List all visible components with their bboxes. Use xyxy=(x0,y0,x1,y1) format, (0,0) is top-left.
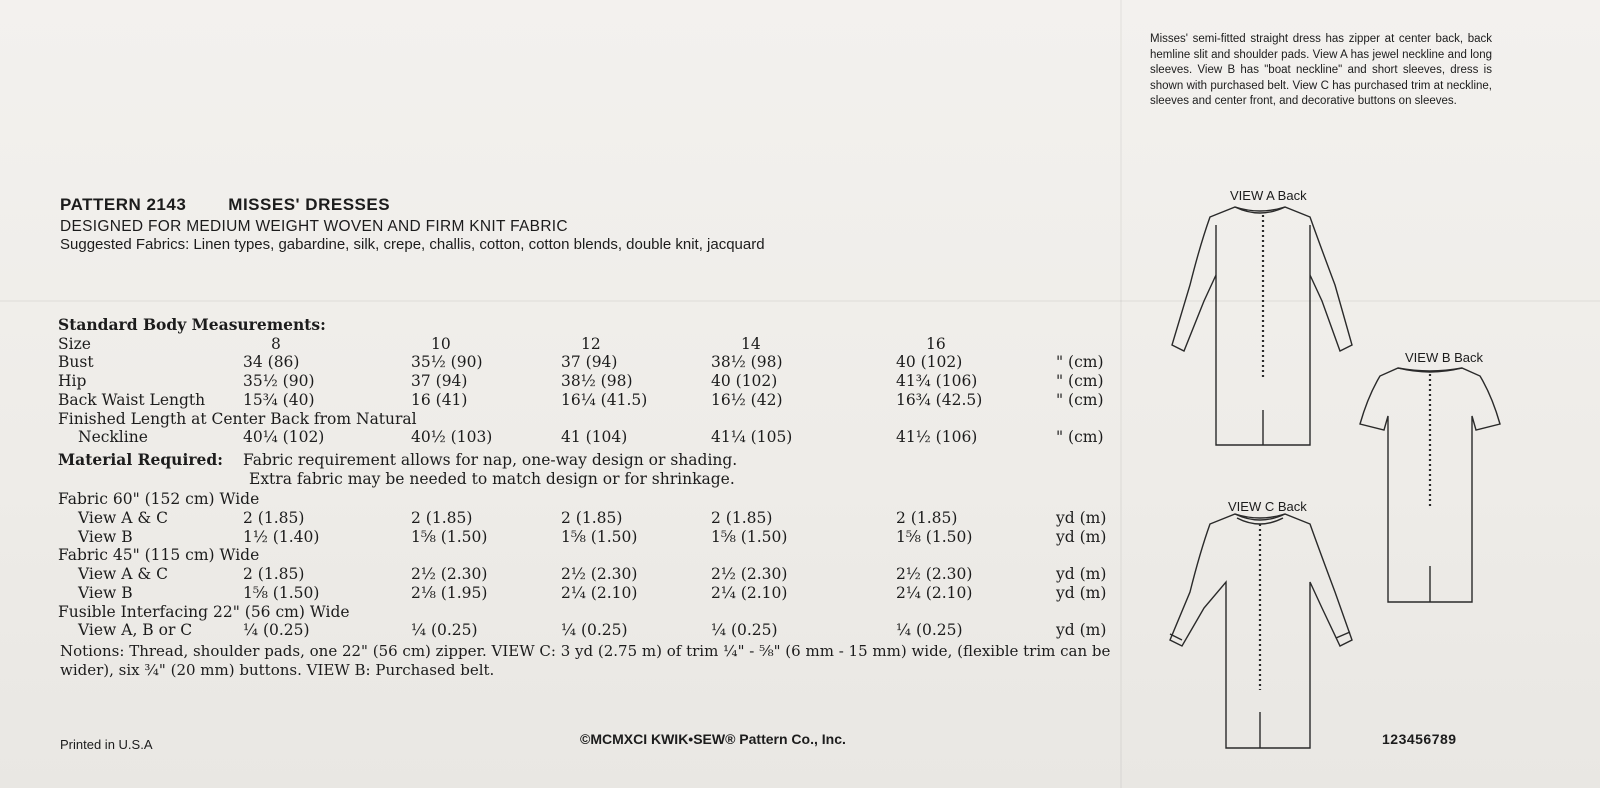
unit: " (cm) xyxy=(1056,372,1104,391)
cell: 16½ (42) xyxy=(711,390,783,409)
cell: 2½ (2.30) xyxy=(561,565,638,584)
cell: 2 (1.85) xyxy=(711,509,773,528)
paper-crease xyxy=(0,300,1600,302)
cell: 2 (1.85) xyxy=(411,509,473,528)
cell: ¼ (0.25) xyxy=(896,621,963,640)
cell: 1⅝ (1.50) xyxy=(896,527,973,546)
pattern-description: Misses' semi-fitted straight dress has zipper at center back, back hemline slit and shoulder pads. View A has jewel neckline and long sleeves. View B has "boat neckline" and short sleeves, dress is shown with purchased belt. View C has purchased trim at neckline, sleeves and center front, and decorative buttons on sleeves. xyxy=(1150,33,1492,107)
cell: 2½ (2.30) xyxy=(896,565,973,584)
cell: 38½ (98) xyxy=(711,353,783,372)
cell: 41 (104) xyxy=(561,428,628,447)
row-label: Back Waist Length xyxy=(58,390,206,409)
finished-length-heading: Finished Length at Center Back from Natural xyxy=(58,409,417,428)
table-row xyxy=(58,488,1116,509)
cell: 2 (1.85) xyxy=(243,565,305,584)
unit: yd (m) xyxy=(1056,565,1107,584)
cell: ¼ (0.25) xyxy=(561,621,628,640)
table-row xyxy=(58,316,1116,335)
cell: 37 (94) xyxy=(411,372,468,391)
view-a-dress-drawing xyxy=(1160,205,1360,455)
fabric-group-title: Fabric 45" (115 cm) Wide xyxy=(58,546,260,565)
size-label: Size xyxy=(58,334,91,353)
pattern-code: 123456789 xyxy=(1382,731,1457,747)
notions-text: Notions: Thread, shoulder pads, one 22" (56 cm) zipper. VIEW C: 3 yd (2.75 m) of trim ¼" - ⅝" (6 mm - 15 mm) wide, (flexible trim can be wider), six ¾" (20 mm) buttons. VIEW B: Purchased belt. xyxy=(60,642,1111,679)
table-row xyxy=(58,470,1116,489)
table-row xyxy=(58,584,1116,603)
unit: yd (m) xyxy=(1056,583,1107,602)
table-row xyxy=(58,546,1116,565)
view-b-neckline xyxy=(1398,368,1462,372)
cell: 2 (1.85) xyxy=(243,509,305,528)
table-row xyxy=(58,447,1116,470)
cell: 2½ (2.30) xyxy=(411,565,488,584)
pattern-category: MISSES' DRESSES xyxy=(228,195,391,214)
table-row xyxy=(58,410,1116,429)
table-row xyxy=(58,372,1116,391)
material-note: Fabric requirement allows for nap, one-way design or shading. xyxy=(243,450,738,469)
cell: 16 (41) xyxy=(411,390,468,409)
view-b-label: VIEW B Back xyxy=(1405,350,1484,365)
printed-in: Printed in U.S.A xyxy=(60,737,153,752)
fabric-group-title: Fabric 60" (152 cm) Wide xyxy=(58,490,260,509)
cell: 40¼ (102) xyxy=(243,428,325,447)
cell: 16¾ (42.5) xyxy=(896,390,983,409)
measurements-heading: Standard Body Measurements: xyxy=(58,315,326,334)
cell: ¼ (0.25) xyxy=(411,621,478,640)
material-note: Extra fabric may be needed to match design or for shrinkage. xyxy=(249,469,735,488)
table-row xyxy=(58,528,1116,547)
cell: 40 (102) xyxy=(711,372,778,391)
unit: yd (m) xyxy=(1056,509,1107,528)
view-c-label: VIEW C Back xyxy=(1228,499,1307,514)
row-label: View A, B or C xyxy=(78,621,193,640)
row-label: View A & C xyxy=(78,565,168,584)
cell: 38½ (98) xyxy=(561,372,633,391)
row-label: Neckline xyxy=(78,428,148,447)
view-a-label: VIEW A Back xyxy=(1230,188,1307,203)
cell: 1⅝ (1.50) xyxy=(711,527,788,546)
cell: 41½ (106) xyxy=(896,428,978,447)
copyright: ©MCMXCI KWIK•SEW® Pattern Co., Inc. xyxy=(580,731,846,747)
row-label: View B xyxy=(78,583,133,602)
cell: 1⅝ (1.50) xyxy=(411,527,488,546)
cell: 1½ (1.40) xyxy=(243,527,320,546)
cell: ¼ (0.25) xyxy=(243,621,310,640)
designed-for: DESIGNED FOR MEDIUM WEIGHT WOVEN AND FIRM KNIT FABRIC xyxy=(60,218,568,235)
view-a-neckline xyxy=(1235,207,1285,213)
cell: 2¼ (2.10) xyxy=(711,583,788,602)
pattern-title xyxy=(60,195,390,215)
unit: yd (m) xyxy=(1056,527,1107,546)
row-label: Bust xyxy=(58,353,94,372)
cell: 1⅝ (1.50) xyxy=(243,583,320,602)
table-row xyxy=(58,391,1116,410)
material-heading: Material Required: xyxy=(58,449,223,469)
table-row xyxy=(58,621,1116,640)
table-row xyxy=(58,335,1116,354)
cell: 40½ (103) xyxy=(411,428,493,447)
size-header: 16 xyxy=(926,334,946,353)
row-label: View B xyxy=(78,527,133,546)
size-header: 14 xyxy=(741,334,761,353)
cell: 40 (102) xyxy=(896,353,963,372)
row-label: View A & C xyxy=(78,509,168,528)
size-header: 8 xyxy=(271,334,281,353)
view-c-cuff-trim xyxy=(1170,632,1350,640)
cell: 15¾ (40) xyxy=(243,390,315,409)
cell: 1⅝ (1.50) xyxy=(561,527,638,546)
table-row xyxy=(58,353,1116,372)
size-header: 12 xyxy=(581,334,601,353)
table-row xyxy=(58,603,1116,622)
cell: 37 (94) xyxy=(561,353,618,372)
suggested-fabrics: Suggested Fabrics: Linen types, gabardine, silk, crepe, challis, cotton, cotton blends, double knit, jacquard xyxy=(60,236,765,253)
table-row xyxy=(58,428,1116,447)
unit: " (cm) xyxy=(1056,390,1104,409)
cell: 35½ (90) xyxy=(411,353,483,372)
pattern-number: PATTERN 2143 xyxy=(60,195,187,214)
row-label: Hip xyxy=(58,372,87,391)
table-row xyxy=(58,509,1116,528)
unit: " (cm) xyxy=(1056,428,1104,447)
fabric-group-title: Fusible Interfacing 22" (56 cm) Wide xyxy=(58,602,350,621)
measurement-table xyxy=(58,316,1116,640)
unit: yd (m) xyxy=(1056,621,1107,640)
cell: 2⅛ (1.95) xyxy=(411,583,488,602)
cell: 2 (1.85) xyxy=(561,509,623,528)
cell: 16¼ (41.5) xyxy=(561,390,648,409)
cell: 2¼ (2.10) xyxy=(561,583,638,602)
cell: 35½ (90) xyxy=(243,372,315,391)
size-header: 10 xyxy=(431,334,451,353)
table-row xyxy=(58,565,1116,584)
unit: " (cm) xyxy=(1056,353,1104,372)
view-c-dress-drawing xyxy=(1160,512,1360,752)
cell: 2 (1.85) xyxy=(896,509,958,528)
cell: 2½ (2.30) xyxy=(711,565,788,584)
cell: 2¼ (2.10) xyxy=(896,583,973,602)
cell: 41¾ (106) xyxy=(896,372,978,391)
cell: ¼ (0.25) xyxy=(711,621,778,640)
view-b-dress-drawing xyxy=(1358,366,1503,606)
cell: 34 (86) xyxy=(243,353,300,372)
cell: 41¼ (105) xyxy=(711,428,793,447)
